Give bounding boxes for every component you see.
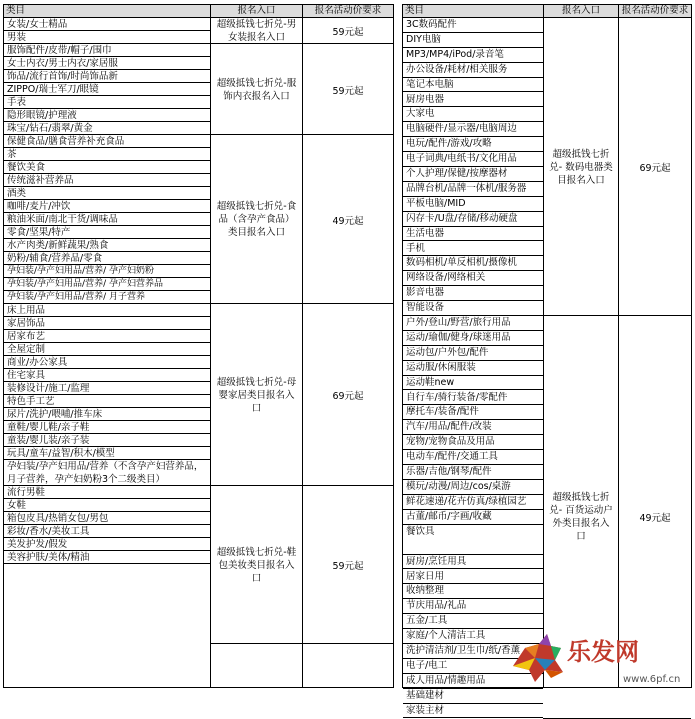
price-cell: 59元起	[332, 85, 364, 97]
category-cell: 流行男鞋	[4, 486, 210, 499]
category-cell: 基础建材	[403, 689, 543, 704]
category-cell: 女装/女士精品	[4, 18, 210, 31]
category-cell: MP3/MP4/iPod/录音笔	[403, 48, 543, 63]
category-cell: 孕妇装/孕产妇用品/营养/ 孕产妇营养品	[4, 278, 210, 291]
category-cell: 孕妇装/孕产妇用品/营养/ 孕产妇奶粉	[4, 265, 210, 278]
site-logo	[505, 626, 689, 688]
price-cell: 49元起	[332, 215, 364, 227]
category-cell: 奶粉/辅食/营养品/零食	[4, 252, 210, 265]
category-cell: 古董/邮币/字画/收藏	[403, 510, 543, 525]
category-cell: 童装/婴儿装/亲子装	[4, 434, 210, 447]
sheep-logo-icon	[505, 626, 689, 688]
category-cell: 摩托车/装备/配件	[403, 405, 543, 420]
entry-cell: 超级抵钱七折兑-食品（含孕产食品）类目报名入口	[216, 201, 297, 238]
category-cell: 特色手工艺	[4, 395, 210, 408]
category-cell: 智能设备	[403, 301, 543, 316]
category-cell: 平板电脑/MID	[403, 197, 543, 212]
table-gap	[394, 4, 400, 688]
price-cell: 59元起	[332, 561, 364, 572]
right-table	[402, 4, 692, 716]
category-cell: 酒类	[4, 187, 210, 200]
category-cell: 孕妇装/孕产妇用品/营养/ 月子营养	[4, 291, 210, 304]
category-cell: 厨房/烹饪用具	[403, 555, 543, 570]
header-price: 报名活动价要求	[303, 5, 393, 18]
header-entry: 报名入口	[544, 5, 618, 18]
category-cell: 传统滋补营养品	[4, 174, 210, 187]
category-cell: 床上用品	[4, 304, 210, 317]
header-category: 类目	[4, 5, 210, 18]
left-table	[3, 4, 394, 688]
category-cell: 运动/瑜伽/健身/球迷用品	[403, 331, 543, 346]
entry-cell: 超级抵钱七折兑-服饰内衣报名入口	[216, 77, 297, 102]
price-cell: 59元起	[332, 27, 364, 38]
category-cell: 品牌台机/品牌一体机/服务器	[403, 182, 543, 197]
category-cell: 运动鞋new	[403, 376, 543, 391]
header-price: 报名活动价要求	[619, 5, 691, 18]
category-cell: 装修设计/施工/监理	[4, 382, 210, 395]
category-cell: 零食/坚果/特产	[4, 226, 210, 239]
price-cell: 49元起	[639, 513, 671, 525]
category-cell: 洗护清洁剂/卫生巾/纸/香薰	[403, 644, 543, 659]
category-cell: 居家日用	[403, 570, 543, 585]
entry-cell: 超级抵钱七折兑-男女装报名入口	[216, 19, 297, 43]
entry-cell: 超级抵钱七折兑-母婴家居类目报名入口	[216, 376, 297, 414]
category-cell: 电玩/配件/游戏/攻略	[403, 137, 543, 152]
brand-text: 乐发网	[567, 637, 639, 666]
category-cell: 五金/工具	[403, 614, 543, 629]
category-cell: 彩妆/香水/美妆工具	[4, 525, 210, 538]
category-cell: 居家布艺	[4, 330, 210, 343]
category-cell: 住宅家具	[4, 369, 210, 382]
category-cell: 办公设备/耗材/相关服务	[403, 63, 543, 78]
category-cell: 粮油米面/南北干货/调味品	[4, 213, 210, 226]
category-cell: 饰品/流行首饰/时尚饰品新	[4, 70, 210, 83]
category-cell: 商业/办公家具	[4, 356, 210, 369]
entry-cell: 超级抵钱七折兑- 百货运动户外类目报名入口	[549, 492, 613, 543]
category-cell: 运动包/户外包/配件	[403, 346, 543, 361]
category-cell: 保健食品/膳食营养补充食品	[4, 135, 210, 148]
category-cell: 箱包皮具/热销女包/男包	[4, 512, 210, 525]
category-cell: 3C数码配件	[403, 18, 543, 33]
category-cell: ZIPPO/瑞士军刀/眼镜	[4, 83, 210, 96]
header-category: 类目	[403, 5, 543, 18]
category-cell: 家居饰品	[4, 317, 210, 330]
category-cell: 童鞋/婴儿鞋/亲子鞋	[4, 421, 210, 434]
category-cell: 餐饮具	[403, 525, 543, 555]
category-cell: 乐器/吉他/钢琴/配件	[403, 465, 543, 480]
category-cell: 服饰配件/皮带/帽子/围巾	[4, 44, 210, 57]
category-cell: 成人用品/情趣用品	[403, 674, 543, 689]
category-cell: 运动服/休闲服装	[403, 361, 543, 376]
category-cell: 影音电器	[403, 286, 543, 301]
category-cell: 美容护肤/美体/精油	[4, 551, 210, 564]
category-cell: 女鞋	[4, 499, 210, 512]
category-cell: 鲜花速递/花卉仿真/绿植园艺	[403, 495, 543, 510]
category-cell: 户外/登山/野营/旅行用品	[403, 316, 543, 331]
category-cell: 女士内衣/男士内衣/家居服	[4, 57, 210, 70]
entry-cell: 超级抵钱七折兑- 数码电器类目报名入口	[549, 148, 613, 186]
category-cell: DIY电脑	[403, 33, 543, 48]
category-cell: 厨房电器	[403, 93, 543, 108]
category-cell: 水产肉类/新鲜蔬果/熟食	[4, 239, 210, 252]
category-cell: 茶	[4, 148, 210, 161]
header-entry: 报名入口	[211, 5, 302, 18]
category-cell: 家庭/个人清洁工具	[403, 629, 543, 644]
category-cell: 美发护发/假发	[4, 538, 210, 551]
price-cell: 69元起	[639, 163, 671, 174]
category-cell: 闪存卡/U盘/存储/移动硬盘	[403, 212, 543, 227]
category-cell: 咖啡/麦片/冲饮	[4, 200, 210, 213]
category-cell: 电子/电工	[403, 659, 543, 674]
category-cell: 数码相机/单反相机/摄像机	[403, 256, 543, 271]
category-cell: 男装	[4, 31, 210, 44]
category-cell: 电子词典/电纸书/文化用品	[403, 152, 543, 167]
category-cell: 模玩/动漫/周边/cos/桌游	[403, 480, 543, 495]
entry-cell: 超级抵钱七折兑-鞋包美妆类目报名入口	[216, 546, 297, 584]
category-cell: 生活电器	[403, 227, 543, 242]
category-cell: 玩具/童车/益智/积木/模型	[4, 447, 210, 460]
category-cell: 手表	[4, 96, 210, 109]
category-cell: 手机	[403, 242, 543, 257]
category-cell: 隐形眼镜/护理液	[4, 109, 210, 122]
category-cell: 节庆用品/礼品	[403, 599, 543, 614]
category-cell: 珠宝/钻石/翡翠/黄金	[4, 122, 210, 135]
category-cell: 网络设备/网络相关	[403, 271, 543, 286]
category-cell: 个人护理/保健/按摩器材	[403, 167, 543, 182]
category-cell: 全屋定制	[4, 343, 210, 356]
category-cell: 宠物/宠物食品及用品	[403, 435, 543, 450]
category-cell: 餐饮美食	[4, 161, 210, 174]
price-cell: 69元起	[332, 391, 364, 402]
category-cell: 大家电	[403, 107, 543, 122]
category-cell: 孕妇装/孕产妇用品/营养（不含孕产妇营养品，月子营养，孕产妇奶粉3个二级类目）	[4, 460, 210, 486]
brand-url: www.6pf.cn	[623, 674, 681, 685]
category-cell: 汽车/用品/配件/改装	[403, 420, 543, 435]
category-cell: 家装主材	[403, 704, 543, 719]
category-cell: 收纳整理	[403, 584, 543, 599]
category-cell: 电脑硬件/显示器/电脑周边	[403, 122, 543, 137]
category-cell: 笔记本电脑	[403, 78, 543, 93]
category-cell: 尿片/洗护/喂哺/推车床	[4, 408, 210, 421]
category-cell: 电动车/配件/交通工具	[403, 450, 543, 465]
category-cell: 自行车/骑行装备/零配件	[403, 391, 543, 406]
